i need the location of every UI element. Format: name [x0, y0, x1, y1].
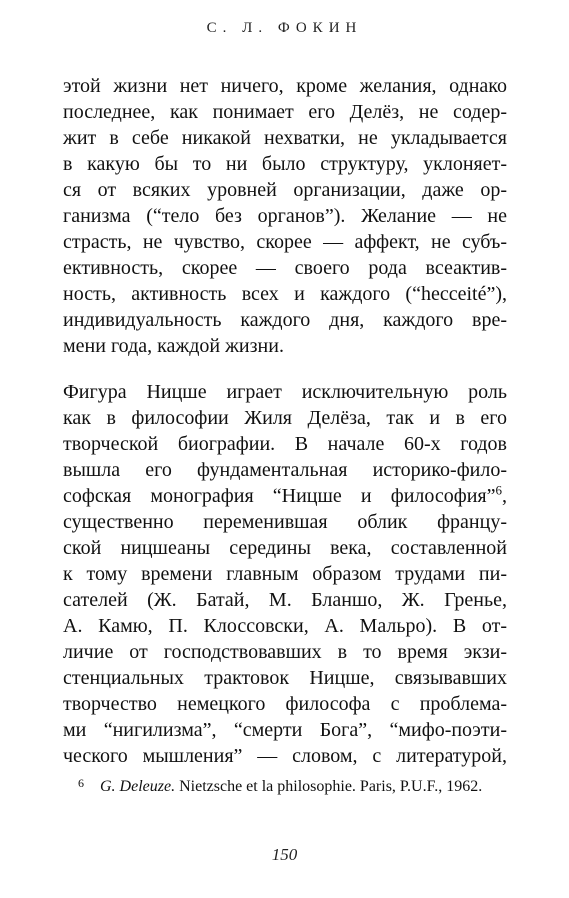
text-line: мени года, каждой жизни.	[63, 335, 284, 357]
text-line: в какую бы то ни было структуру, уклоняет-	[63, 153, 507, 175]
text-line: жит в себе никакой нехватки, не укладывается	[63, 127, 507, 149]
text-line: последнее, как понимает его Делёз, не содер-	[63, 101, 507, 123]
text-line: индивидуальность каждого дня, каждого вре-	[63, 309, 507, 331]
paragraph-1	[63, 73, 507, 359]
footnote-text	[100, 776, 508, 797]
text-line: вышла его фундаментальная историко-фило-	[63, 459, 507, 481]
footnote-citation: Nietzsche et la philosophie. Paris, P.U.F., 1962.	[175, 778, 483, 795]
text-line: стенциальных трактовок Ницше, связывавших	[63, 667, 507, 689]
text-line: ность, активность всех и каждого (“hecceité”),	[63, 283, 507, 305]
text-line: Фигура Ницше играет исключительную роль	[63, 381, 507, 403]
page-number: 150	[271, 845, 298, 864]
footnote	[78, 776, 508, 797]
text-line: творческой биографии. В начале 60-х годов	[63, 433, 507, 455]
text-line: страсть, не чувство, скорее — аффект, не субъ-	[63, 231, 507, 253]
running-header: С. Л. ФОКИН	[206, 20, 363, 36]
text-line: существенно переменившая облик францу-	[63, 511, 507, 533]
text-line: ганизма (“тело без органов”). Желание — не	[63, 205, 507, 227]
text-line: творчество немецкого философа с проблема-	[63, 693, 507, 715]
text-line: ективность, скорее — своего рода всеактив-	[63, 257, 507, 279]
footnote-reference: 6	[495, 482, 502, 498]
text-line: как в философии Жиля Делёза, так и в его	[63, 407, 507, 429]
text-line: ми “нигилизма”, “смерти Бога”, “мифо-поэти-	[63, 719, 507, 741]
text-line: личие от господствовавших в то время экзи-	[63, 641, 507, 663]
text-line: софская монография “Ницше и философия”	[63, 485, 496, 507]
text-line: сателей (Ж. Батай, М. Бланшо, Ж. Гренье,	[63, 589, 507, 611]
footnote-author: G. Deleuze.	[100, 778, 176, 795]
text-line: ской ницшеаны середины века, составленной	[63, 537, 507, 559]
paragraph-2	[63, 379, 507, 769]
text-line: к тому времени главным образом трудами пи-	[63, 563, 507, 585]
text-line: ческого мышления” — словом, с литературой,	[63, 745, 507, 767]
footnote-mark: 6	[78, 776, 84, 790]
text-line: А. Камю, П. Клоссовски, А. Мальро). В от-	[63, 615, 507, 637]
text-line: ся от всяких уровней организации, даже ор-	[63, 179, 507, 201]
text-line-with-footnote: софская монография “Ницше и философия”$^6$,	[63, 482, 507, 507]
text-line: этой жизни нет ничего, кроме желания, однако	[63, 75, 507, 97]
